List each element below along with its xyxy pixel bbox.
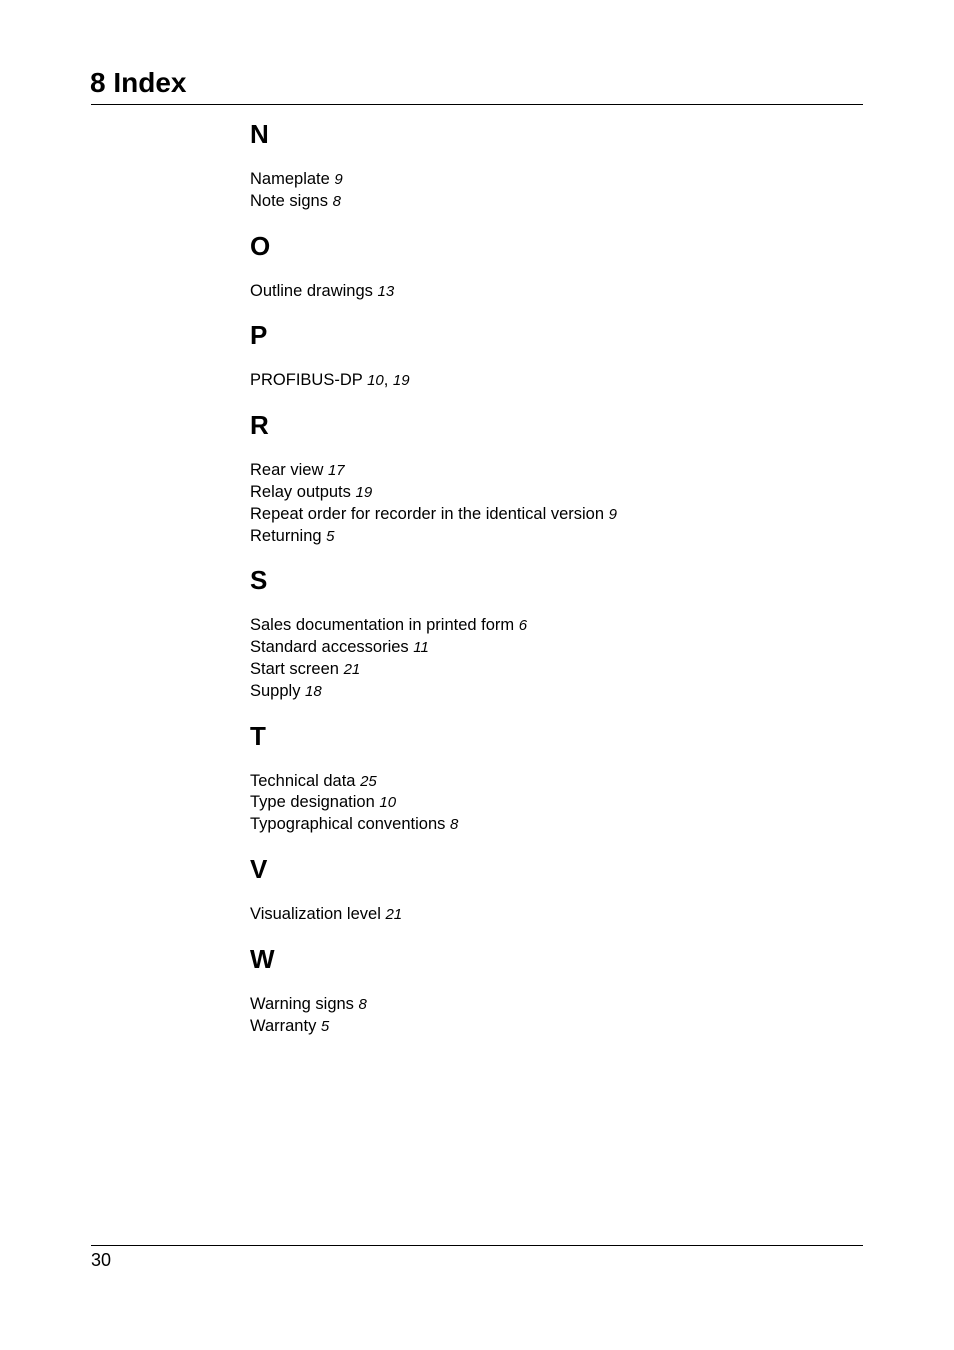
entry-page-ref[interactable]: 10	[379, 794, 397, 812]
index-section-v	[250, 854, 850, 926]
entry-term: Repeat order for recorder in the identical version	[250, 504, 605, 523]
entry-term: Warranty	[250, 1016, 317, 1035]
index-entry	[250, 482, 850, 504]
index-section-t	[250, 721, 850, 836]
entry-term: Returning	[250, 526, 322, 545]
header-divider	[91, 104, 863, 105]
index-section-n	[250, 119, 850, 213]
page-number: 30	[91, 1250, 112, 1270]
entry-term: Technical data	[250, 771, 356, 790]
entry-term: Rear view	[250, 461, 324, 480]
entry-term: Type designation	[250, 793, 375, 812]
entry-list	[250, 281, 850, 303]
index-entry	[250, 460, 850, 482]
index-entry	[250, 281, 850, 303]
entry-term: PROFIBUS-DP	[250, 371, 363, 390]
entry-page-ref[interactable]: 6	[518, 617, 528, 635]
entry-term: Nameplate	[250, 170, 330, 188]
entry-page-ref[interactable]: 9	[334, 171, 343, 188]
entry-term: Visualization level	[250, 904, 381, 923]
entry-page-ref[interactable]: 5	[326, 527, 335, 545]
section-letter: S	[250, 565, 268, 596]
entry-list	[250, 169, 850, 213]
section-letter: P	[250, 320, 268, 351]
entry-term: Sales documentation in printed form	[250, 616, 515, 635]
entry-page-ref[interactable]: 11	[413, 639, 429, 657]
index-entry	[250, 191, 850, 213]
index-entry	[250, 370, 850, 392]
footer-divider	[91, 1245, 863, 1246]
entry-list	[250, 904, 850, 926]
entry-term: Note signs	[250, 191, 328, 210]
entry-term: Outline drawings	[250, 281, 373, 300]
section-letter: R	[250, 410, 269, 441]
index-section-o	[250, 231, 850, 303]
entry-page-ref[interactable]: 18	[305, 682, 322, 700]
entry-page-ref[interactable]: 8	[358, 995, 367, 1013]
index-section-w	[250, 944, 850, 1038]
index-body	[250, 119, 850, 1037]
index-entry	[250, 904, 850, 926]
section-letter: O	[250, 230, 271, 261]
entry-term: Warning signs	[250, 994, 354, 1013]
entry-separator: ,	[383, 371, 393, 390]
section-letter: V	[250, 853, 268, 884]
index-entry	[250, 1016, 850, 1038]
index-section-p	[250, 320, 850, 392]
index-entry	[250, 814, 850, 836]
entry-list	[250, 370, 850, 392]
entry-term: Standard accessories	[250, 638, 409, 657]
index-section-r	[250, 410, 850, 547]
entry-page-ref[interactable]: 8	[449, 816, 459, 834]
entry-page-ref[interactable]: 17	[327, 462, 345, 480]
index-entry	[250, 994, 850, 1016]
entry-term: Supply	[250, 681, 301, 700]
entry-term: Relay outputs	[250, 482, 351, 501]
entry-list	[250, 771, 850, 836]
entry-page-ref[interactable]: 19	[392, 372, 410, 390]
section-letter: T	[250, 720, 266, 751]
index-entry	[250, 659, 850, 681]
index-entry	[250, 637, 850, 659]
index-entry	[250, 504, 850, 526]
index-entry	[250, 681, 850, 703]
page-title: 8 Index	[90, 67, 187, 98]
entry-list	[250, 460, 850, 547]
entry-page-ref[interactable]: 9	[608, 505, 617, 523]
section-letter: W	[250, 943, 275, 974]
index-entry	[250, 792, 850, 814]
index-entry	[250, 615, 850, 637]
index-entry	[250, 526, 850, 548]
index-section-s	[250, 565, 850, 702]
index-entry	[250, 771, 850, 793]
entry-page-ref[interactable]: 19	[355, 483, 373, 501]
entry-page-ref[interactable]: 10	[367, 372, 384, 390]
entry-term: Typographical conventions	[250, 815, 446, 834]
entry-page-ref[interactable]: 21	[385, 905, 403, 923]
entry-page-ref[interactable]: 21	[343, 660, 361, 678]
index-entry	[250, 169, 850, 191]
entry-page-ref[interactable]: 5	[320, 1017, 330, 1035]
entry-page-ref[interactable]: 8	[332, 192, 341, 210]
section-letter: N	[250, 119, 269, 149]
entry-term: Start screen	[250, 659, 339, 678]
entry-list	[250, 615, 850, 702]
entry-list	[250, 994, 850, 1038]
entry-page-ref[interactable]: 13	[377, 282, 395, 300]
entry-page-ref[interactable]: 25	[360, 772, 377, 790]
